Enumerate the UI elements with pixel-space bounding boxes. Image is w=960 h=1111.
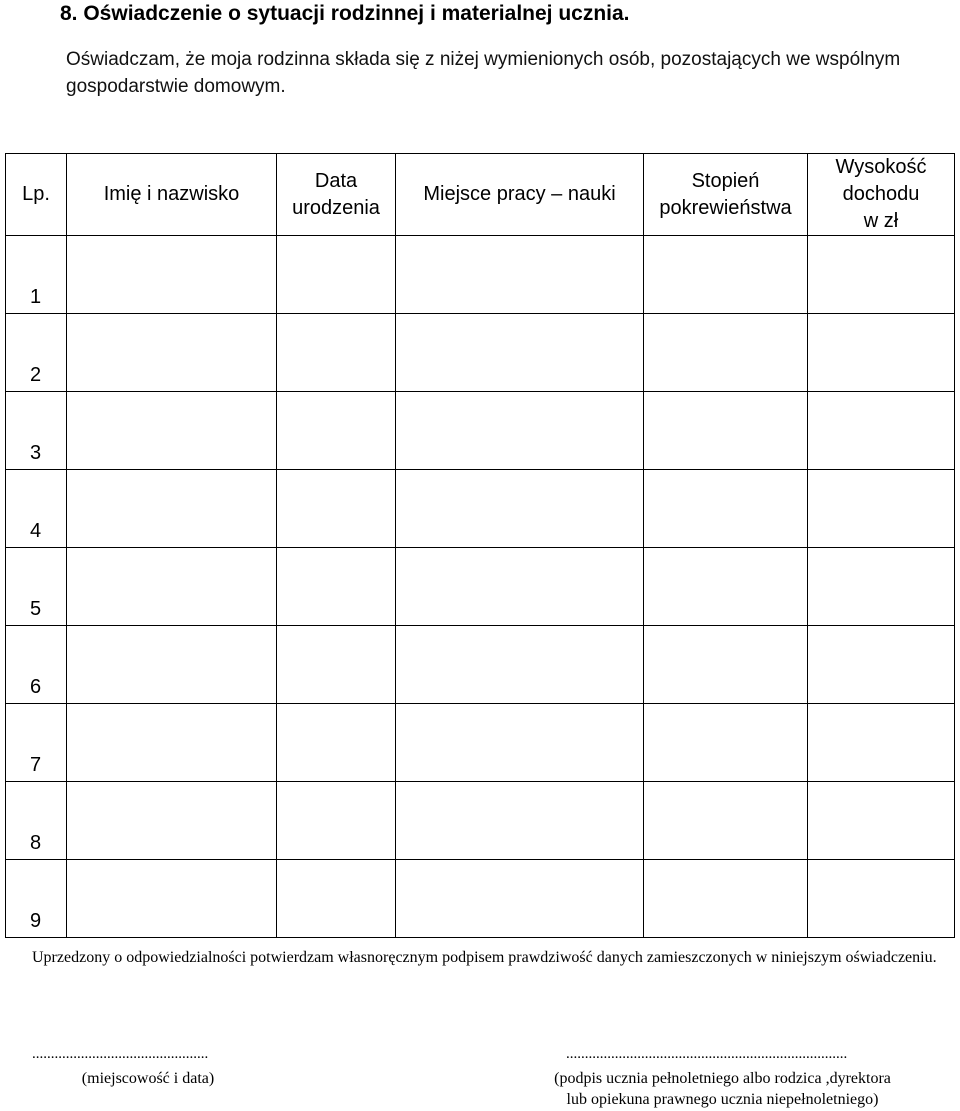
income-cell[interactable] (808, 548, 955, 626)
birth-date-cell[interactable] (277, 470, 396, 548)
name-cell[interactable] (67, 626, 277, 704)
table-row (6, 860, 955, 938)
workplace-cell[interactable] (396, 236, 644, 314)
row-number: 5 (6, 548, 67, 626)
birth-date-cell[interactable] (277, 860, 396, 938)
row-number: 8 (6, 782, 67, 860)
header-birth-line1: Data (314, 169, 358, 192)
table-row (6, 470, 955, 548)
name-cell[interactable] (67, 470, 277, 548)
workplace-cell[interactable] (396, 548, 644, 626)
name-cell[interactable] (67, 704, 277, 782)
name-cell[interactable] (67, 392, 277, 470)
name-cell[interactable] (67, 782, 277, 860)
table-row (6, 782, 955, 860)
row-number: 6 (6, 626, 67, 704)
row-number: 3 (6, 392, 67, 470)
confirmation-statement: Uprzedzony o odpowiedzialności potwierdzam własnoręcznym podpisem prawdziwość danych zamieszczonych w niniejszym oświadczeniu. (32, 949, 937, 966)
signature-label-line1: (podpis ucznia pełnoletniego albo rodzica ,dyrektora (554, 1070, 891, 1087)
workplace-cell[interactable] (396, 470, 644, 548)
header-lp: Lp. (6, 154, 67, 236)
birth-date-cell[interactable] (277, 782, 396, 860)
income-cell[interactable] (808, 236, 955, 314)
header-kinship (644, 154, 808, 236)
income-cell[interactable] (808, 704, 955, 782)
table-row (6, 626, 955, 704)
header-kinship-line2: pokrewieństwa (659, 196, 792, 219)
table-row (6, 314, 955, 392)
kinship-cell[interactable] (644, 392, 808, 470)
header-kinship-line1: Stopień (691, 169, 760, 192)
table-row (6, 236, 955, 314)
birth-date-cell[interactable] (277, 392, 396, 470)
table-row (6, 704, 955, 782)
header-birth-date (277, 154, 396, 236)
header-income-line1: Wysokość (835, 156, 927, 178)
header-income-line2: dochodu (842, 183, 920, 205)
kinship-cell[interactable] (644, 236, 808, 314)
kinship-cell[interactable] (644, 626, 808, 704)
kinship-cell[interactable] (644, 548, 808, 626)
table-header-row (6, 154, 955, 236)
income-cell[interactable] (808, 470, 955, 548)
place-date-label: (miejscowość i data) (81, 1070, 215, 1087)
family-members-table (5, 153, 955, 938)
kinship-cell[interactable] (644, 314, 808, 392)
name-cell[interactable] (67, 548, 277, 626)
place-date-dotted-line[interactable]: ............................................... (32, 1046, 209, 1062)
workplace-cell[interactable] (396, 392, 644, 470)
income-cell[interactable] (808, 314, 955, 392)
birth-date-cell[interactable] (277, 314, 396, 392)
kinship-cell[interactable] (644, 704, 808, 782)
kinship-cell[interactable] (644, 782, 808, 860)
name-cell[interactable] (67, 314, 277, 392)
kinship-cell[interactable] (644, 860, 808, 938)
header-income-line3: w zł (863, 210, 899, 232)
header-workplace: Miejsce pracy – nauki (396, 154, 644, 236)
row-number: 2 (6, 314, 67, 392)
row-number: 4 (6, 470, 67, 548)
workplace-cell[interactable] (396, 626, 644, 704)
header-birth-line2: urodzenia (292, 196, 380, 219)
income-cell[interactable] (808, 860, 955, 938)
birth-date-cell[interactable] (277, 548, 396, 626)
header-name: Imię i nazwisko (67, 154, 277, 236)
signature-label-line2: lub opiekuna prawnego ucznia niepełnoletniego) (566, 1091, 879, 1108)
birth-date-cell[interactable] (277, 704, 396, 782)
table-row (6, 392, 955, 470)
birth-date-cell[interactable] (277, 236, 396, 314)
row-number: 9 (6, 860, 67, 938)
section-heading: 8. Oświadczenie o sytuacji rodzinnej i materialnej ucznia. (60, 2, 630, 25)
row-number: 7 (6, 704, 67, 782)
workplace-cell[interactable] (396, 704, 644, 782)
income-cell[interactable] (808, 626, 955, 704)
table-row (6, 548, 955, 626)
signature-dotted-line[interactable]: ........................................................................... (566, 1046, 848, 1062)
intro-statement: Oświadczam, że moja rodzinna składa się z niżej wymienionych osób, pozostających we wspólnym gospodarstwie domowym. (66, 49, 901, 97)
workplace-cell[interactable] (396, 860, 644, 938)
name-cell[interactable] (67, 236, 277, 314)
name-cell[interactable] (67, 860, 277, 938)
income-cell[interactable] (808, 782, 955, 860)
kinship-cell[interactable] (644, 470, 808, 548)
header-income (808, 154, 955, 236)
income-cell[interactable] (808, 392, 955, 470)
workplace-cell[interactable] (396, 782, 644, 860)
row-number: 1 (6, 236, 67, 314)
workplace-cell[interactable] (396, 314, 644, 392)
birth-date-cell[interactable] (277, 626, 396, 704)
